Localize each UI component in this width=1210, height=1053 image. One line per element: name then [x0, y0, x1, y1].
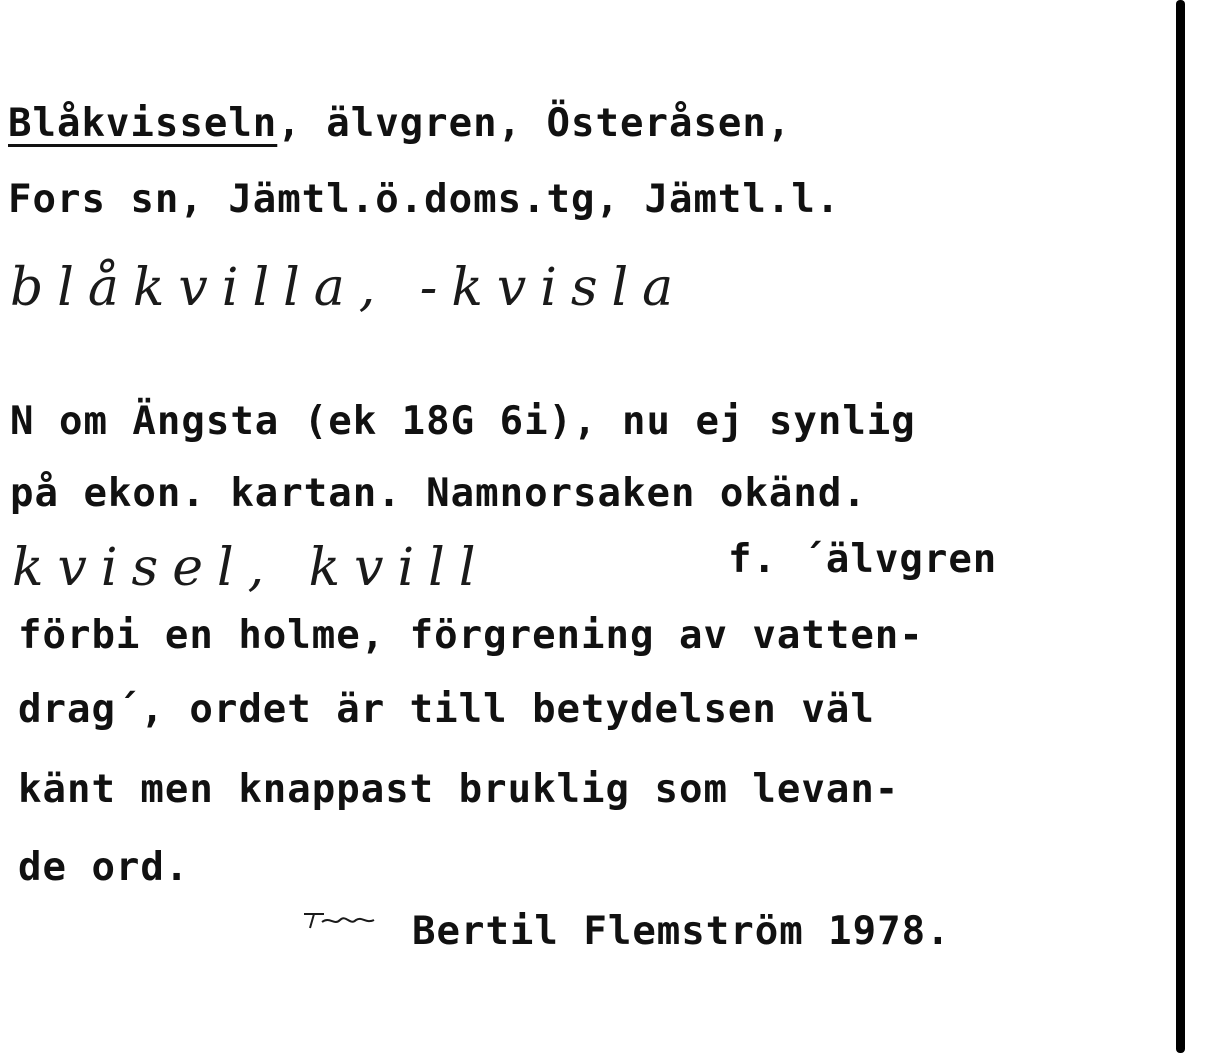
header-line-2: Fors sn, Jämtl.ö.doms.tg, Jämtl.l. [8, 177, 841, 222]
definition-line-2: drag´, ordet är till betydelsen väl [18, 687, 875, 732]
gloss-line: f. ´älvgren [728, 537, 998, 582]
handwritten-words: kvisel, kvill [12, 538, 490, 598]
definition-line-3: känt men knappast bruklig som levan- [18, 767, 900, 812]
headword: Blåkvisseln [8, 101, 278, 146]
card-right-edge [1176, 0, 1185, 1053]
body-line-2: på ekon. kartan. Namnorsaken okänd. [10, 471, 867, 516]
definition-line-1: förbi en holme, förgrening av vatten- [18, 613, 924, 658]
body-line-1: N om Ängsta (ek 18G 6i), nu ej synlig [10, 399, 916, 444]
handwritten-pronunciation: blåkvilla, -kvisla [10, 258, 688, 318]
handwritten-initials-mark [300, 906, 380, 936]
signature-name: Bertil Flemström 1978. [412, 909, 951, 954]
header-rest: , älvgren, Österåsen, [277, 101, 792, 146]
header-line-1 [8, 101, 792, 146]
definition-line-4: de ord. [18, 845, 190, 890]
